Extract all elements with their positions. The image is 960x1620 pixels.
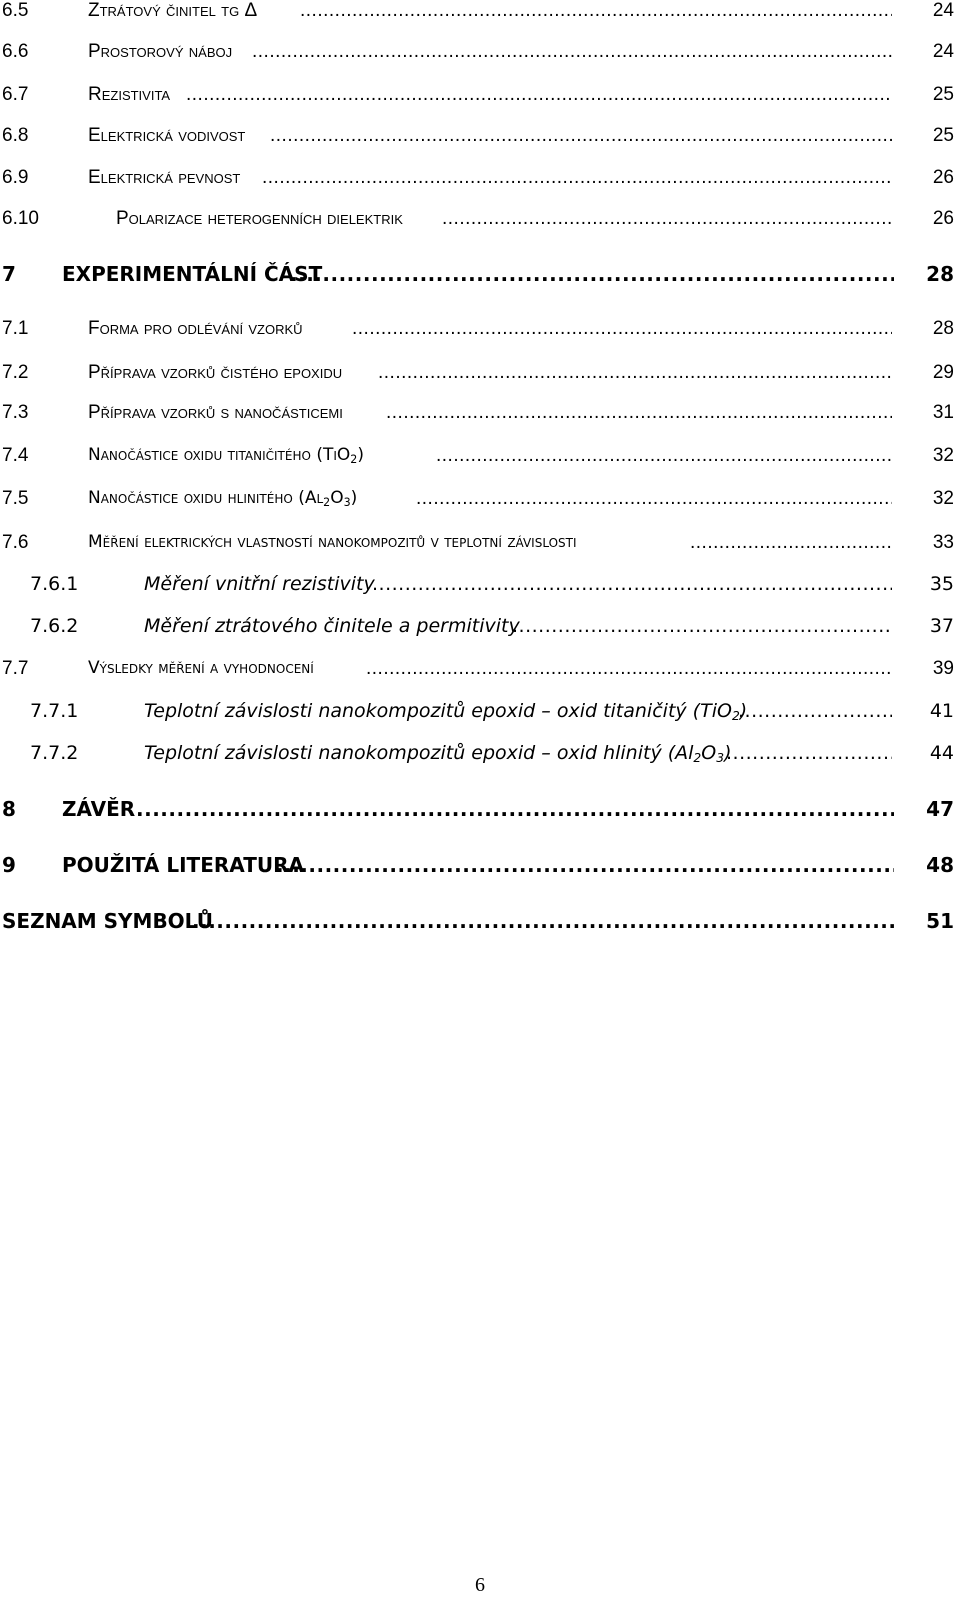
title-text: ) [350, 488, 358, 508]
dot-leader [726, 742, 892, 764]
title-text: Nanočástice oxidu hlinitého (Al [88, 488, 324, 508]
dot-leader [300, 0, 892, 22]
toc-entry-number: 7.6.2 [30, 615, 79, 637]
title-text: O [330, 488, 344, 508]
toc-entry-title: Měření elektrických vlastností nanokompozitů v teplotní závislosti [88, 532, 577, 552]
toc-entry-title: ZÁVĚR [62, 797, 136, 821]
title-text: Teplotní závislosti nanokompozitů epoxid – oxid hlinitý (Al [144, 742, 694, 764]
toc-entry-page: 48 [926, 853, 954, 877]
toc-entry-number: 6.7 [2, 84, 29, 105]
toc-entry[interactable] [0, 488, 960, 518]
toc-entry-page: 25 [932, 125, 954, 146]
subscript: 2 [731, 709, 740, 724]
toc-entry-title: EXPERIMENTÁLNÍ ČÁST [62, 262, 323, 286]
toc-entry-number: 6.8 [2, 125, 29, 146]
toc-entry-page: 47 [926, 797, 954, 821]
toc-entry-title [144, 700, 747, 723]
dot-leader [136, 797, 894, 821]
toc-entry[interactable] [0, 700, 960, 730]
toc-entry-page: 32 [932, 488, 954, 509]
toc-entry-number: 7.7 [2, 658, 29, 679]
toc-entry-number: 6.6 [2, 41, 29, 62]
toc-entry-title [88, 488, 357, 509]
dot-leader [192, 909, 894, 933]
toc-entry[interactable] [0, 167, 960, 197]
dot-leader [252, 41, 892, 63]
toc-entry-number: 9 [2, 853, 16, 877]
toc-entry[interactable] [0, 615, 960, 645]
toc-entry[interactable] [0, 402, 960, 432]
toc-entry-title: Příprava vzorků s nanočásticemi [88, 402, 343, 423]
toc-entry-number: 7.6 [2, 532, 29, 553]
dot-leader [436, 445, 892, 467]
toc-entry[interactable] [0, 208, 960, 238]
toc-entry[interactable] [0, 262, 960, 292]
toc-entry[interactable] [0, 909, 960, 939]
toc-entry-number: 7 [2, 262, 16, 286]
toc-entry-number: 7.1 [2, 318, 29, 339]
subscript: 2 [350, 452, 358, 466]
toc-entry-page: 41 [929, 700, 954, 722]
toc-entry-number: 6.5 [2, 0, 29, 21]
toc-entry[interactable] [0, 658, 960, 688]
toc-entry-title: Polarizace heterogenních dielektrik [116, 208, 403, 229]
title-text: Nanočástice oxidu titaničitého (TiO [88, 445, 351, 465]
dot-leader [262, 167, 892, 189]
toc-entry[interactable] [0, 84, 960, 114]
dot-leader [442, 208, 892, 230]
toc-entry-title: Elektrická vodivost [88, 125, 246, 146]
toc-entry[interactable] [0, 125, 960, 155]
dot-leader [366, 658, 892, 680]
toc-entry[interactable] [0, 853, 960, 883]
toc-entry-page: 37 [929, 615, 954, 637]
toc-entry-title: Forma pro odlévání vzorků [88, 318, 303, 339]
dot-leader [372, 573, 892, 595]
dot-leader [186, 84, 892, 106]
toc-entry-page: 35 [929, 573, 954, 595]
toc-entry-page: 33 [932, 532, 954, 553]
title-text: ) [739, 700, 748, 722]
dot-leader [416, 488, 892, 510]
dot-leader [352, 318, 892, 340]
toc-entry-title [144, 742, 732, 765]
toc-entry-number: 7.4 [2, 445, 29, 466]
toc-entry-page: 26 [932, 208, 954, 229]
toc-entry-title: Ztrátový činitel tg Δ [88, 0, 258, 21]
toc-entry-number: 7.2 [2, 362, 29, 383]
toc-entry-number: 6.9 [2, 167, 29, 188]
toc-entry[interactable] [0, 445, 960, 475]
dot-leader [276, 853, 894, 877]
toc-entry-page: 29 [932, 362, 954, 383]
toc-entry-title [88, 445, 364, 466]
toc-entry-title: SEZNAM SYMBOLŮ [2, 909, 213, 933]
dot-leader [290, 262, 894, 286]
toc-entry-page: 25 [932, 84, 954, 105]
toc-entry-page: 51 [926, 909, 954, 933]
toc-entry-page: 44 [929, 742, 954, 764]
title-text: Teplotní závislosti nanokompozitů epoxid – oxid titaničitý (TiO [144, 700, 732, 722]
toc-entry-page: 39 [932, 658, 954, 679]
toc-entry[interactable] [0, 318, 960, 348]
toc-entry-title: Elektrická pevnost [88, 167, 241, 188]
toc-entry-page: 28 [932, 318, 954, 339]
toc-entry-title: Rezistivita [88, 84, 171, 105]
toc-entry-number: 7.5 [2, 488, 29, 509]
toc-entry-number: 6.10 [2, 208, 39, 229]
dot-leader [690, 532, 892, 554]
subscript: 3 [343, 495, 351, 509]
toc-entry-title: Měření ztrátového činitele a permitivity [144, 615, 520, 637]
toc-entry-page: 24 [932, 41, 954, 62]
toc-entry-number: 7.6.1 [30, 573, 79, 595]
title-text: ) [357, 445, 364, 465]
toc-entry[interactable] [0, 573, 960, 603]
toc-entry-page: 24 [932, 0, 954, 21]
toc-entry-title: Prostorový náboj [88, 41, 233, 62]
dot-leader [378, 362, 892, 384]
toc-entry[interactable] [0, 362, 960, 392]
toc-entry[interactable] [0, 742, 960, 772]
toc-entry-number: 8 [2, 797, 16, 821]
toc-entry-page: 31 [932, 402, 954, 423]
subscript: 3 [716, 751, 725, 766]
toc-entry-number: 7.7.2 [30, 742, 79, 764]
title-text: O [701, 742, 717, 764]
dot-leader [386, 402, 892, 424]
toc-entry-page: 32 [932, 445, 954, 466]
subscript: 2 [323, 495, 331, 509]
dot-leader [512, 615, 892, 637]
subscript: 2 [693, 751, 702, 766]
toc-entry-title: POUŽITÁ LITERATURA [62, 853, 304, 877]
toc-entry-number: 7.3 [2, 402, 29, 423]
dot-leader [270, 125, 892, 147]
toc-entry-title: Měření vnitřní rezistivity [144, 573, 375, 595]
toc-entry[interactable] [0, 41, 960, 71]
page-number: 6 [475, 1574, 485, 1596]
dot-leader [738, 700, 892, 722]
toc-entry[interactable] [0, 532, 960, 562]
toc-entry-number: 7.7.1 [30, 700, 79, 722]
toc-entry[interactable] [0, 0, 960, 30]
toc-entry-page: 28 [926, 262, 954, 286]
title-text: ) [724, 742, 732, 764]
toc-entry-title: Příprava vzorků čistého epoxidu [88, 362, 343, 383]
toc-entry-page: 26 [932, 167, 954, 188]
toc-entry-title: Výsledky měření a vyhodnocení [88, 658, 314, 678]
toc-entry[interactable] [0, 797, 960, 827]
